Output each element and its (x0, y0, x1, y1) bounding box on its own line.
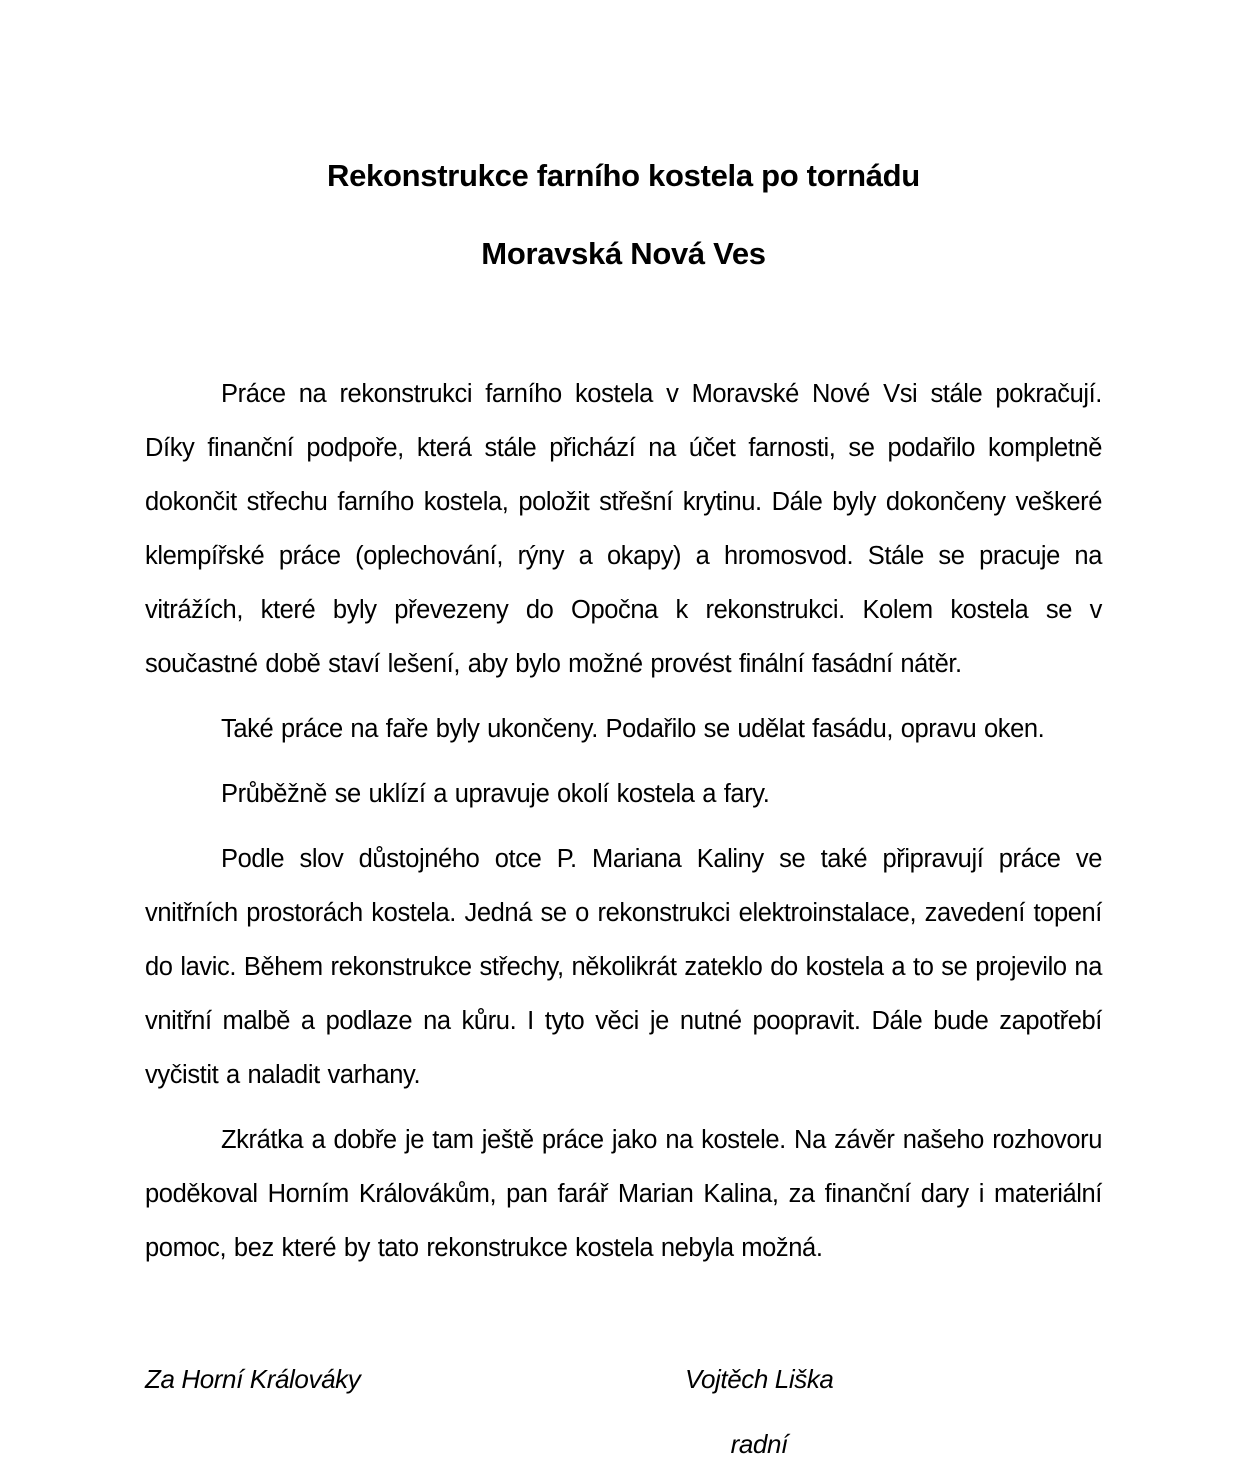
signature-organization: Za Horní Králováky (145, 1364, 361, 1394)
document-body (145, 367, 1102, 1275)
body-paragraph-4: Podle slov důstojného otce P. Mariana Kaliny se také připravují práce ve vnitřních prostorách kostela. Jedná se o rekonstrukci elektroinstalace, zavedení topení do lavic. Během rekonstrukce střechy, několikrát zateklo do kostela a to se projevilo na vnitřní malbě a podlaze na kůru. I tyto věci je nutné poopravit. Dále bude zapotřebí vyčistit a naladit varhany. (145, 845, 1102, 1089)
document-title (145, 155, 1102, 275)
title-line-1: Rekonstrukce farního kostela po tornádu (327, 158, 920, 193)
signature-author-name: Vojtěch Liška (685, 1364, 834, 1394)
body-paragraph-5: Zkrátka a dobře je tam ještě práce jako na kostele. Na závěr našeho rozhovoru poděkoval Horním Královákům, pan farář Marian Kalina, za finanční dary i materiální pomoc, bez které by tato rekonstrukce kostela nebyla možná. (145, 1126, 1102, 1262)
title-line-2: Moravská Nová Ves (481, 236, 766, 271)
signature-author-block (685, 1363, 833, 1460)
signature-author-role: radní (730, 1429, 788, 1459)
body-paragraph-1: Práce na rekonstrukci farního kostela v Moravské Nové Vsi stále pokračují. Díky finanční podpoře, která stále přichází na účet farnosti, se podařilo kompletně dokončit střechu farního kostela, položit střešní krytinu. Dále byly dokončeny veškeré klempířské práce (oplechování, rýny a okapy) a hromosvod. Stále se pracuje na vitrážích, které byly převezeny do Opočna k rekonstrukci. Kolem kostela se v součastné době staví lešení, aby bylo možné provést finální fasádní nátěr. (145, 380, 1102, 678)
signature-block (145, 1363, 1102, 1460)
body-paragraph-3: Průběžně se uklízí a upravuje okolí kostela a fary. (221, 780, 770, 808)
document-content (145, 0, 1102, 1460)
body-paragraph-2: Také práce na faře byly ukončeny. Podařilo se udělat fasádu, opravu oken. (221, 715, 1045, 743)
